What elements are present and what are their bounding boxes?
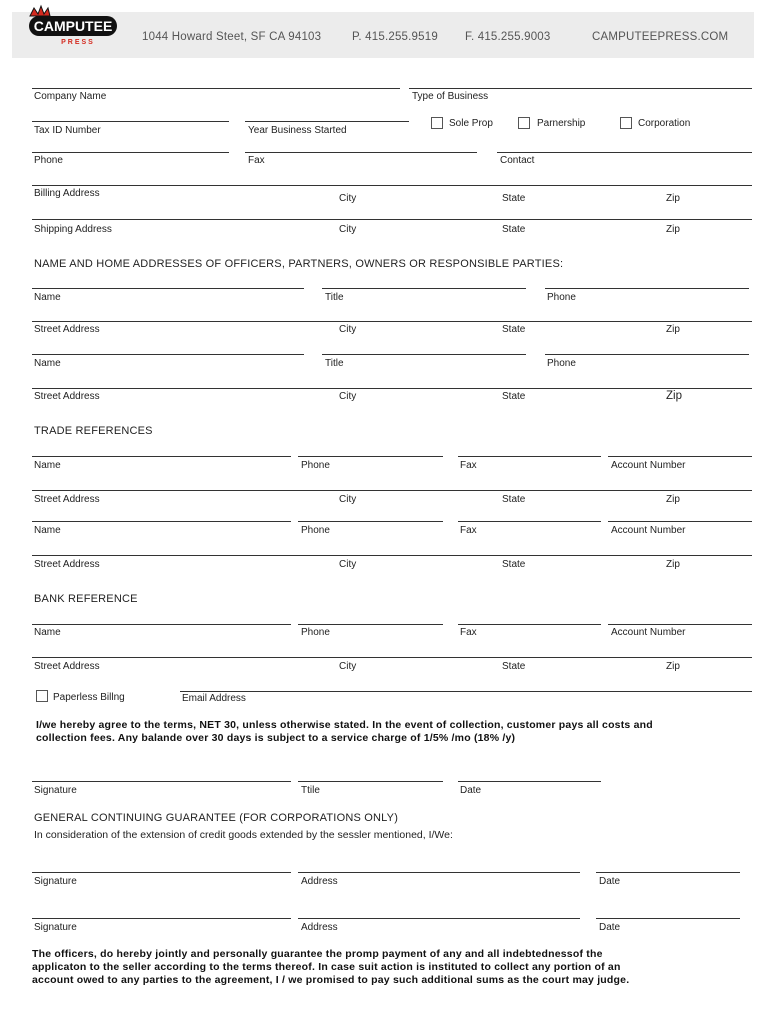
email-address-field[interactable] xyxy=(180,691,752,692)
contact-field[interactable] xyxy=(497,152,752,153)
officer1-street-label: Street Address xyxy=(34,324,100,335)
guarantee1-signature-field[interactable] xyxy=(32,872,291,873)
officer1-name-field[interactable] xyxy=(32,288,304,289)
trade1-account-label: Account Number xyxy=(611,460,686,471)
bank-city-label: City xyxy=(339,661,357,672)
bank-phone-label: Phone xyxy=(301,627,330,638)
paperless-billing-checkbox[interactable] xyxy=(36,690,48,702)
billing-state-label: State xyxy=(502,193,526,204)
trade1-fax-label: Fax xyxy=(460,460,477,471)
billing-address-label: Billing Address xyxy=(34,188,100,199)
officer2-name-field[interactable] xyxy=(32,354,304,355)
officer2-state-label: State xyxy=(502,391,526,402)
guarantee-footer-line-3: account owed to any parties to the agreement, I / we promised to pay such additional sums as the court may judge. xyxy=(32,974,630,986)
terms-signature-field[interactable] xyxy=(32,781,291,782)
trade2-city-label: City xyxy=(339,559,357,570)
billing-address-field[interactable] xyxy=(32,185,752,186)
terms-line-2: collection fees. Any balande over 30 days is subject to a service charge of 1/5% /mo (18% /y) xyxy=(36,732,516,744)
officer2-zip-label: Zip xyxy=(666,390,682,402)
guarantee-footer-line-2: applicaton to the seller according to the terms thereof. In case suit action is instituted to collect any portion of an xyxy=(32,961,621,973)
trade1-street-field[interactable] xyxy=(32,490,752,491)
trade2-street-label: Street Address xyxy=(34,559,100,570)
bank-zip-label: Zip xyxy=(666,661,680,672)
officer1-phone-field[interactable] xyxy=(545,288,749,289)
corporation-label: Corporation xyxy=(638,118,691,129)
tax-id-field[interactable] xyxy=(32,121,229,122)
officer1-zip-label: Zip xyxy=(666,324,680,335)
guarantee1-date-label: Date xyxy=(599,876,621,887)
officer2-title-label: Title xyxy=(325,358,344,369)
terms-title-field[interactable] xyxy=(298,781,443,782)
trade1-zip-label: Zip xyxy=(666,494,680,505)
bank-fax-label: Fax xyxy=(460,627,477,638)
trade2-account-field[interactable] xyxy=(608,521,752,522)
officer1-city-label: City xyxy=(339,324,357,335)
officer2-phone-field[interactable] xyxy=(545,354,749,355)
officer2-street-field[interactable] xyxy=(32,388,752,389)
guarantee2-signature-label: Signature xyxy=(34,922,77,933)
bank-account-label: Account Number xyxy=(611,627,686,638)
billing-city-label: City xyxy=(339,193,357,204)
sole-prop-label: Sole Prop xyxy=(449,118,493,129)
officer1-street-field[interactable] xyxy=(32,321,752,322)
year-started-label: Year Business Started xyxy=(248,125,347,136)
trade2-fax-field[interactable] xyxy=(458,521,601,522)
trade2-fax-label: Fax xyxy=(460,525,477,536)
officer1-phone-label: Phone xyxy=(547,292,576,303)
fax-field[interactable] xyxy=(245,152,477,153)
trade2-name-field[interactable] xyxy=(32,521,291,522)
logo-text: CAMPUTEE xyxy=(33,18,113,34)
trade2-state-label: State xyxy=(502,559,526,570)
guarantee2-signature-field[interactable] xyxy=(32,918,291,919)
company-name-label: Company Name xyxy=(34,91,107,102)
company-address: 1044 Howard Steet, SF CA 94103 xyxy=(142,31,322,43)
paperless-billing-label: Paperless Billng xyxy=(53,692,125,703)
partnership-checkbox[interactable] xyxy=(518,117,530,129)
fax-label: Fax xyxy=(248,155,265,166)
officer1-name-label: Name xyxy=(34,292,61,303)
tax-id-label: Tax ID Number xyxy=(34,125,101,136)
trade2-street-field[interactable] xyxy=(32,555,752,556)
shipping-zip-label: Zip xyxy=(666,224,680,235)
shipping-state-label: State xyxy=(502,224,526,235)
bank-name-label: Name xyxy=(34,627,61,638)
guarantee1-signature-label: Signature xyxy=(34,876,77,887)
guarantee1-address-field[interactable] xyxy=(298,872,580,873)
trade1-name-label: Name xyxy=(34,460,61,471)
terms-line-1: I/we hereby agree to the terms, NET 30, unless otherwise stated. In the event of collection, customer pays all costs and xyxy=(36,719,653,731)
phone-label: Phone xyxy=(34,155,63,166)
terms-date-field[interactable] xyxy=(458,781,601,782)
bank-state-label: State xyxy=(502,661,526,672)
officer2-city-label: City xyxy=(339,391,357,402)
guarantee1-date-field[interactable] xyxy=(596,872,740,873)
shipping-city-label: City xyxy=(339,224,357,235)
trade1-phone-label: Phone xyxy=(301,460,330,471)
trade1-name-field[interactable] xyxy=(32,456,291,457)
guarantee-intro: In consideration of the extension of credit goods extended by the sessler mentioned, I/We: xyxy=(34,829,453,841)
guarantee1-address-label: Address xyxy=(301,876,338,887)
email-address-label: Email Address xyxy=(182,693,246,704)
trade-references-heading: TRADE REFERENCES xyxy=(34,425,153,437)
officer1-state-label: State xyxy=(502,324,526,335)
year-started-field[interactable] xyxy=(245,121,409,122)
guarantee2-date-field[interactable] xyxy=(596,918,740,919)
contact-label: Contact xyxy=(500,155,535,166)
guarantee2-address-label: Address xyxy=(301,922,338,933)
sole-prop-checkbox[interactable] xyxy=(431,117,443,129)
bank-name-field[interactable] xyxy=(32,624,291,625)
trade1-city-label: City xyxy=(339,494,357,505)
terms-title-label: Ttile xyxy=(301,785,320,796)
guarantee-heading: GENERAL CONTINUING GUARANTEE (FOR CORPORATIONS ONLY) xyxy=(34,812,399,824)
company-fax: F. 415.255.9003 xyxy=(465,31,551,43)
terms-signature-label: Signature xyxy=(34,785,77,796)
type-of-business-field[interactable] xyxy=(409,88,752,89)
shipping-address-label: Shipping Address xyxy=(34,224,112,235)
guarantee-footer-line-1: The officers, do hereby jointly and personally guarantee the promp payment of any and all indebtednessof the xyxy=(32,948,603,960)
bank-fax-field[interactable] xyxy=(458,624,601,625)
guarantee2-date-label: Date xyxy=(599,922,621,933)
trade1-account-field[interactable] xyxy=(608,456,752,457)
corporation-checkbox[interactable] xyxy=(620,117,632,129)
terms-date-label: Date xyxy=(460,785,482,796)
trade2-phone-label: Phone xyxy=(301,525,330,536)
guarantee2-address-field[interactable] xyxy=(298,918,580,919)
company-phone: P. 415.255.9519 xyxy=(352,31,438,43)
type-of-business-label: Type of Business xyxy=(412,91,489,102)
officer1-title-field[interactable] xyxy=(322,288,526,289)
trade1-state-label: State xyxy=(502,494,526,505)
bank-reference-heading: BANK REFERENCE xyxy=(34,593,138,605)
trade1-fax-field[interactable] xyxy=(458,456,601,457)
officer2-name-label: Name xyxy=(34,358,61,369)
company-name-field[interactable] xyxy=(32,88,400,89)
bank-street-field[interactable] xyxy=(32,657,752,658)
phone-field[interactable] xyxy=(32,152,229,153)
shipping-address-field[interactable] xyxy=(32,219,752,220)
officer1-title-label: Title xyxy=(325,292,344,303)
trade1-phone-field[interactable] xyxy=(298,456,443,457)
trade2-zip-label: Zip xyxy=(666,559,680,570)
trade1-street-label: Street Address xyxy=(34,494,100,505)
trade2-account-label: Account Number xyxy=(611,525,686,536)
trade2-name-label: Name xyxy=(34,525,61,536)
bank-phone-field[interactable] xyxy=(298,624,443,625)
partnership-label: Parnership xyxy=(537,118,586,129)
camputee-logo xyxy=(26,4,120,46)
company-website[interactable]: CAMPUTEEPRESS.COM xyxy=(592,31,729,43)
trade2-phone-field[interactable] xyxy=(298,521,443,522)
officer2-title-field[interactable] xyxy=(322,354,526,355)
officers-heading: NAME AND HOME ADDRESSES OF OFFICERS, PARTNERS, OWNERS OR RESPONSIBLE PARTIES: xyxy=(34,258,564,270)
logo-subtext: PRESS xyxy=(61,39,95,46)
bank-street-label: Street Address xyxy=(34,661,100,672)
officer2-phone-label: Phone xyxy=(547,358,576,369)
bank-account-field[interactable] xyxy=(608,624,752,625)
billing-zip-label: Zip xyxy=(666,193,680,204)
officer2-street-label: Street Address xyxy=(34,391,100,402)
